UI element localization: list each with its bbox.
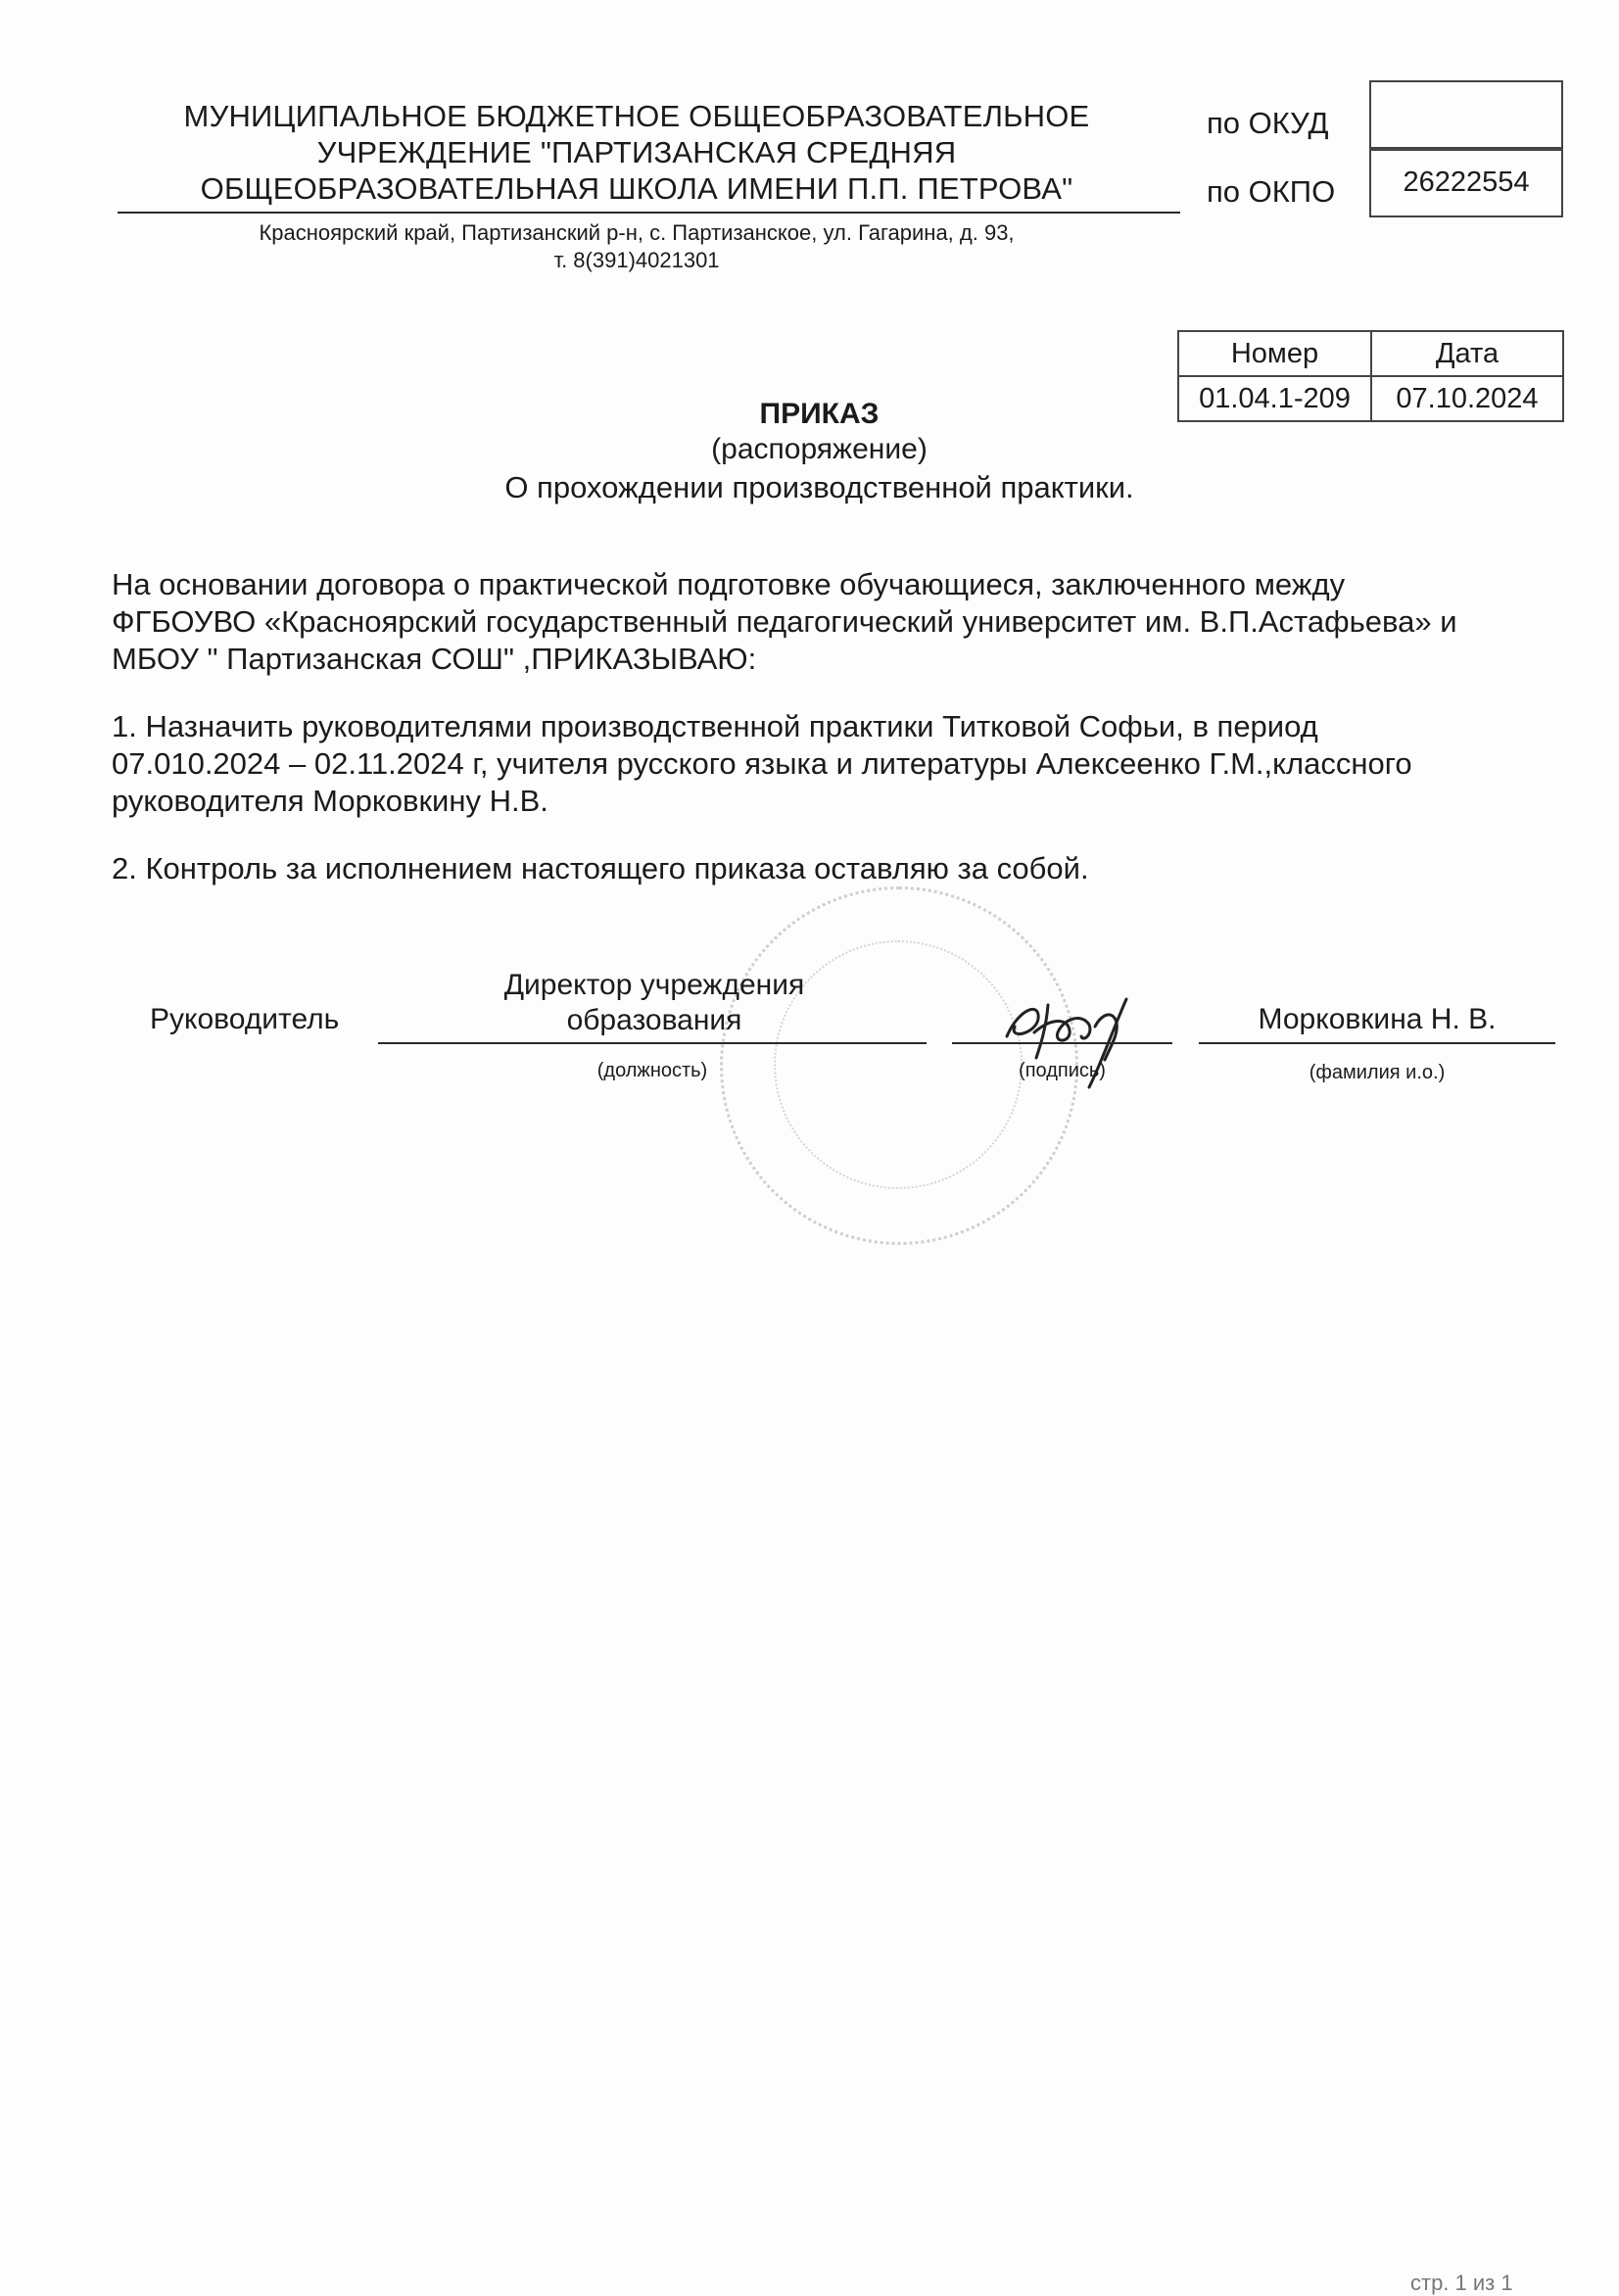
signatory-position bbox=[382, 968, 927, 1038]
number-header: Номер bbox=[1178, 331, 1371, 376]
document-subject: О прохождении производственной практики. bbox=[504, 470, 1134, 504]
signatory-name: Морковкина Н. В. bbox=[1258, 1003, 1497, 1035]
preamble-line: ФГБОУВО «Красноярский государственный педагогический университет им. В.П.Астафьева» и bbox=[112, 604, 1457, 639]
position-caption: (должность) bbox=[596, 1060, 708, 1081]
organization-name-line: УЧРЕЖДЕНИЕ "ПАРТИЗАНСКАЯ СРЕДНЯЯ bbox=[316, 135, 957, 169]
header-divider bbox=[118, 212, 1180, 214]
signatory-role: Руководитель bbox=[150, 1003, 340, 1035]
position-line: Директор учреждения bbox=[503, 969, 805, 1001]
address-line: Красноярский край, Партизанский р-н, с. Партизанское, ул. Гагарина, д. 93, bbox=[259, 220, 1015, 245]
order-number: 01.04.1-209 bbox=[1178, 376, 1371, 421]
order-item-2: 2. Контроль за исполнением настоящего приказа оставляю за собой. bbox=[112, 851, 1089, 885]
okpo-value-box: 26222554 bbox=[1369, 147, 1563, 217]
position-line-rule bbox=[378, 1042, 927, 1044]
organization-name bbox=[118, 98, 1156, 207]
preamble-line: На основании договора о практической подготовке обучающиеся, заключенного между bbox=[112, 567, 1346, 601]
item-line: руководителя Морковкину Н.В. bbox=[112, 784, 548, 818]
page-number: стр. 1 из 1 bbox=[1410, 2271, 1513, 2295]
name-line-rule bbox=[1199, 1042, 1555, 1044]
organization-address bbox=[147, 219, 1126, 274]
signature-line-rule bbox=[952, 1042, 1172, 1044]
order-date: 07.10.2024 bbox=[1371, 376, 1563, 421]
item-line: 07.010.2024 – 02.11.2024 г, учителя русского языка и литературы Алексеенко Г.М.,классного bbox=[112, 746, 1412, 781]
organization-name-line: ОБЩЕОБРАЗОВАТЕЛЬНАЯ ШКОЛА ИМЕНИ П.П. ПЕТРОВА" bbox=[200, 171, 1073, 206]
item-line: 1. Назначить руководителями производственной практики Титковой Софьи, в период bbox=[112, 709, 1318, 743]
document-type: ПРИКАЗ bbox=[759, 398, 880, 430]
organization-name-line: МУНИЦИПАЛЬНОЕ БЮДЖЕТНОЕ ОБЩЕОБРАЗОВАТЕЛЬНОЕ bbox=[183, 99, 1090, 133]
preamble-line: МБОУ " Партизанская СОШ" ,ПРИКАЗЫВАЮ: bbox=[112, 642, 757, 676]
preamble bbox=[112, 566, 1581, 678]
document-subtype: (распоряжение) bbox=[711, 433, 928, 465]
position-line: образования bbox=[566, 1004, 742, 1036]
okpo-label: по ОКПО bbox=[1207, 174, 1336, 209]
order-item-1 bbox=[112, 708, 1581, 820]
okud-label: по ОКУД bbox=[1207, 106, 1329, 140]
date-header: Дата bbox=[1371, 331, 1563, 376]
signature-caption: (подпись) bbox=[1019, 1060, 1106, 1081]
address-line: т. 8(391)4021301 bbox=[553, 248, 720, 272]
name-caption: (фамилия и.о.) bbox=[1309, 1062, 1446, 1083]
okud-value-box bbox=[1369, 80, 1563, 151]
